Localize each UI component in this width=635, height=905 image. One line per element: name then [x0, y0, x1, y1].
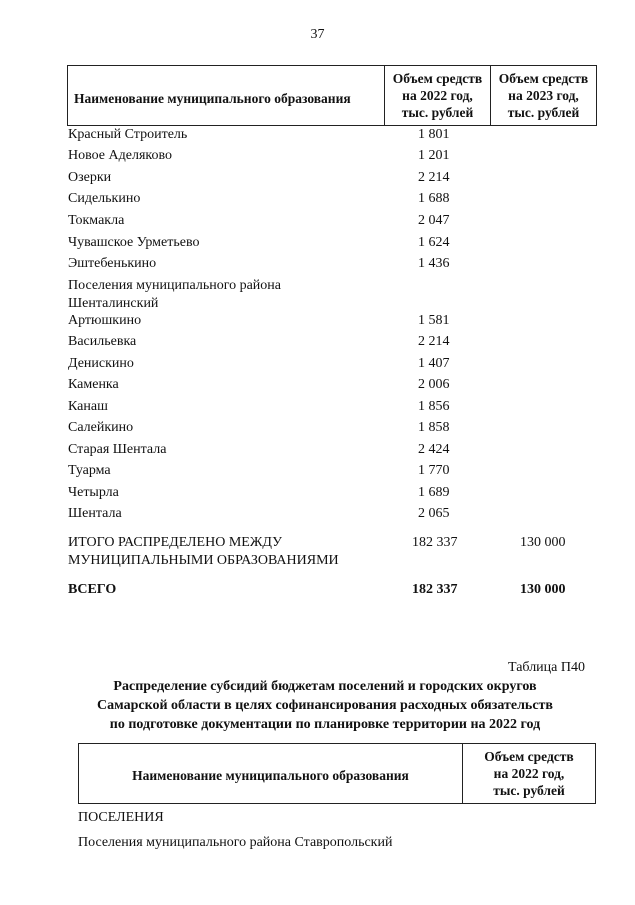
row-name: Сиделькино	[68, 191, 141, 206]
row-name: Шентала	[68, 506, 122, 521]
header-line: Объем средств	[392, 71, 483, 86]
row-value-2022: 1 201	[418, 148, 450, 163]
row-value-2022: 1 581	[418, 313, 450, 328]
title-line: Самарской области в целях софинансирования расходных обязательств	[97, 698, 553, 713]
row-name: Каменка	[68, 377, 119, 392]
table-row	[68, 213, 598, 233]
section-line: ПОСЕЛЕНИЯ	[78, 810, 164, 825]
row-value-2022: 1 801	[418, 127, 450, 142]
row-name: Артюшкино	[68, 313, 142, 328]
row-value-2022: 1 407	[418, 356, 450, 371]
table-row	[68, 148, 598, 168]
row-name: Чувашское Урметьево	[68, 235, 200, 250]
table-row	[68, 399, 598, 419]
row-name: Денискино	[68, 356, 134, 371]
table-row	[68, 256, 598, 276]
page-number: 37	[310, 27, 325, 42]
table-row	[68, 170, 598, 190]
row-value-2022: 1 858	[418, 420, 450, 435]
row-name: Новое Аделяково	[68, 148, 172, 163]
title-line: Распределение субсидий бюджетам поселений и городских округов	[113, 679, 537, 694]
title-line: по подготовке документации по планировке территории на 2022 год	[109, 717, 541, 732]
row-value-2022: 1 856	[418, 399, 450, 414]
row-value-2022: 2 047	[418, 213, 450, 228]
total-value-2022: 182 337	[412, 582, 458, 597]
table2-header	[78, 743, 596, 804]
table-row	[68, 506, 598, 526]
table-row	[68, 420, 598, 440]
table-row	[68, 463, 598, 483]
header-line: тыс. рублей	[507, 105, 580, 120]
row-value-2022: 1 688	[418, 191, 450, 206]
table-row	[68, 356, 598, 376]
subtotal-value-2022: 182 337	[412, 535, 458, 550]
table-row	[68, 127, 598, 147]
row-name: Туарма	[68, 463, 111, 478]
table-title	[60, 677, 590, 734]
total-value-2023: 130 000	[520, 582, 566, 597]
table-row	[68, 442, 598, 462]
header-line: на 2022 год,	[402, 88, 473, 103]
header-line: тыс. рублей	[493, 783, 565, 798]
row-name: Токмакла	[68, 213, 125, 228]
table2-header-2022	[463, 744, 595, 803]
header-line: Объем средств	[484, 749, 574, 764]
row-name: Четырла	[68, 485, 119, 500]
group-title-line: Шенталинский	[68, 296, 159, 311]
header-line: на 2023 год,	[508, 88, 579, 103]
subtotal-value-2023: 130 000	[520, 535, 566, 550]
row-name: Эштебенькино	[68, 256, 157, 271]
table-label: Таблица П40	[508, 660, 585, 675]
table-row	[68, 313, 598, 333]
subtotal-name-line: МУНИЦИПАЛЬНЫМИ ОБРАЗОВАНИЯМИ	[68, 553, 339, 568]
header-line: тыс. рублей	[401, 105, 474, 120]
table1-header-2022	[385, 66, 491, 125]
section-line: Поселения муниципального района Ставропольский	[78, 835, 393, 850]
row-value-2022: 1 770	[418, 463, 450, 478]
row-value-2022: 2 214	[418, 334, 450, 349]
subtotal-row	[68, 534, 598, 572]
table-row	[68, 235, 598, 255]
table2-header-name: Наименование муниципального образования	[79, 744, 463, 803]
table-row	[68, 191, 598, 211]
row-name: Васильевка	[68, 334, 137, 349]
row-value-2022: 1 436	[418, 256, 450, 271]
row-value-2022: 1 624	[418, 235, 450, 250]
row-value-2022: 2 424	[418, 442, 450, 457]
row-name: Канаш	[68, 399, 108, 414]
header-line: Объем средств	[498, 71, 589, 86]
total-row	[68, 582, 598, 602]
header-line: на 2022 год,	[493, 766, 565, 781]
row-name: Красный Строитель	[68, 127, 188, 142]
subtotal-name	[68, 534, 339, 570]
subtotal-name-line: ИТОГО РАСПРЕДЕЛЕНО МЕЖДУ	[68, 535, 282, 550]
table-row	[68, 485, 598, 505]
row-value-2022: 1 689	[418, 485, 450, 500]
group-title	[68, 277, 598, 315]
total-name: ВСЕГО	[68, 582, 117, 597]
row-name: Салейкино	[68, 420, 134, 435]
row-value-2022: 2 065	[418, 506, 450, 521]
group-title-line: Поселения муниципального района	[68, 278, 282, 293]
table-row	[68, 334, 598, 354]
table1-header	[67, 65, 597, 126]
row-value-2022: 2 214	[418, 170, 450, 185]
row-name: Озерки	[68, 170, 112, 185]
table-row	[68, 377, 598, 397]
row-name: Старая Шентала	[68, 442, 167, 457]
table1-header-2023	[491, 66, 596, 125]
row-value-2022: 2 006	[418, 377, 450, 392]
table1-header-name: Наименование муниципального образования	[68, 66, 385, 125]
